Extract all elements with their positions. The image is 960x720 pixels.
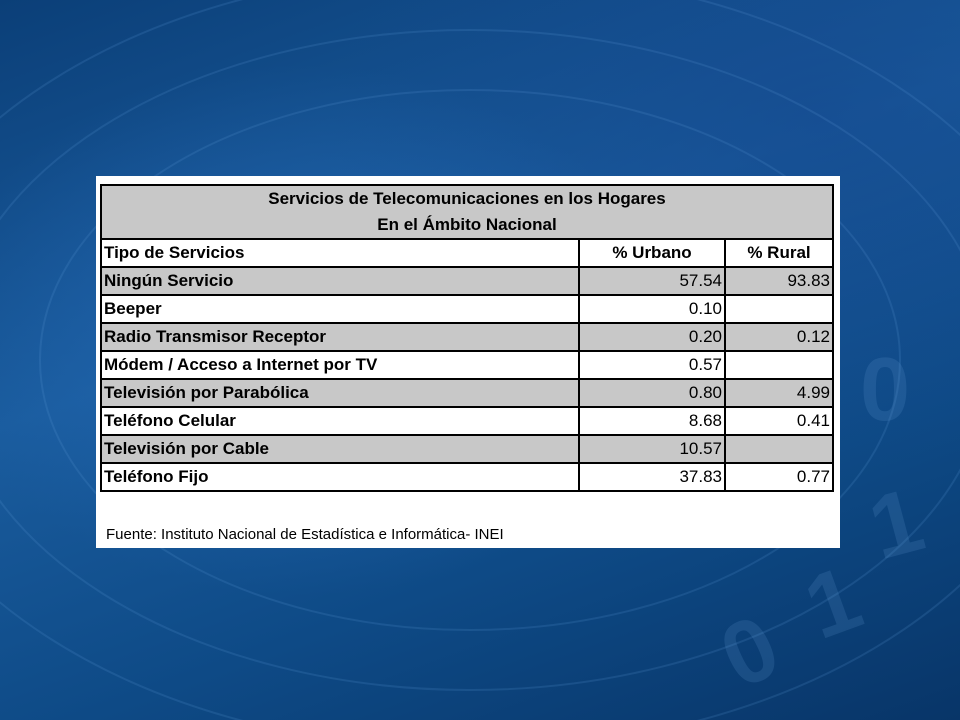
telecom-table xyxy=(100,184,834,492)
urbano-value: 10.57 xyxy=(579,435,725,463)
service-name: Teléfono Celular xyxy=(101,407,579,435)
service-name: Televisión por Cable xyxy=(101,435,579,463)
table-row xyxy=(101,351,833,379)
table-row xyxy=(101,379,833,407)
urbano-value: 8.68 xyxy=(579,407,725,435)
svg-text:1: 1 xyxy=(792,547,874,659)
rural-value: 93.83 xyxy=(725,267,833,295)
rural-value xyxy=(725,295,833,323)
table-title: Servicios de Telecomunicaciones en los Hogares xyxy=(101,185,833,212)
service-name: Televisión por Parabólica xyxy=(101,379,579,407)
header-row xyxy=(101,239,833,267)
header-tipo: Tipo de Servicios xyxy=(101,239,579,267)
header-rural: % Rural xyxy=(725,239,833,267)
svg-text:1: 1 xyxy=(859,469,934,580)
rural-value: 0.12 xyxy=(725,323,833,351)
urbano-value: 0.10 xyxy=(579,295,725,323)
service-name: Ningún Servicio xyxy=(101,267,579,295)
urbano-value: 0.80 xyxy=(579,379,725,407)
rural-value xyxy=(725,435,833,463)
table-row xyxy=(101,407,833,435)
table-row xyxy=(101,463,833,491)
urbano-value: 37.83 xyxy=(579,463,725,491)
rural-value xyxy=(725,351,833,379)
urbano-value: 0.57 xyxy=(579,351,725,379)
source-note: Fuente: Instituto Nacional de Estadística e Informática- INEI xyxy=(106,526,504,543)
service-name: Módem / Acceso a Internet por TV xyxy=(101,351,579,379)
header-urbano: % Urbano xyxy=(579,239,725,267)
urbano-value: 0.20 xyxy=(579,323,725,351)
service-name: Beeper xyxy=(101,295,579,323)
rural-value: 0.41 xyxy=(725,407,833,435)
rural-value: 4.99 xyxy=(725,379,833,407)
service-name: Radio Transmisor Receptor xyxy=(101,323,579,351)
svg-text:0: 0 xyxy=(860,340,911,440)
table-row xyxy=(101,295,833,323)
urbano-value: 57.54 xyxy=(579,267,725,295)
rural-value: 0.77 xyxy=(725,463,833,491)
table-row xyxy=(101,435,833,463)
svg-text:0: 0 xyxy=(706,596,794,709)
table-row xyxy=(101,267,833,295)
table-subtitle: En el Ámbito Nacional xyxy=(101,212,833,239)
service-name: Teléfono Fijo xyxy=(101,463,579,491)
table-row xyxy=(101,323,833,351)
table-panel xyxy=(96,176,840,548)
